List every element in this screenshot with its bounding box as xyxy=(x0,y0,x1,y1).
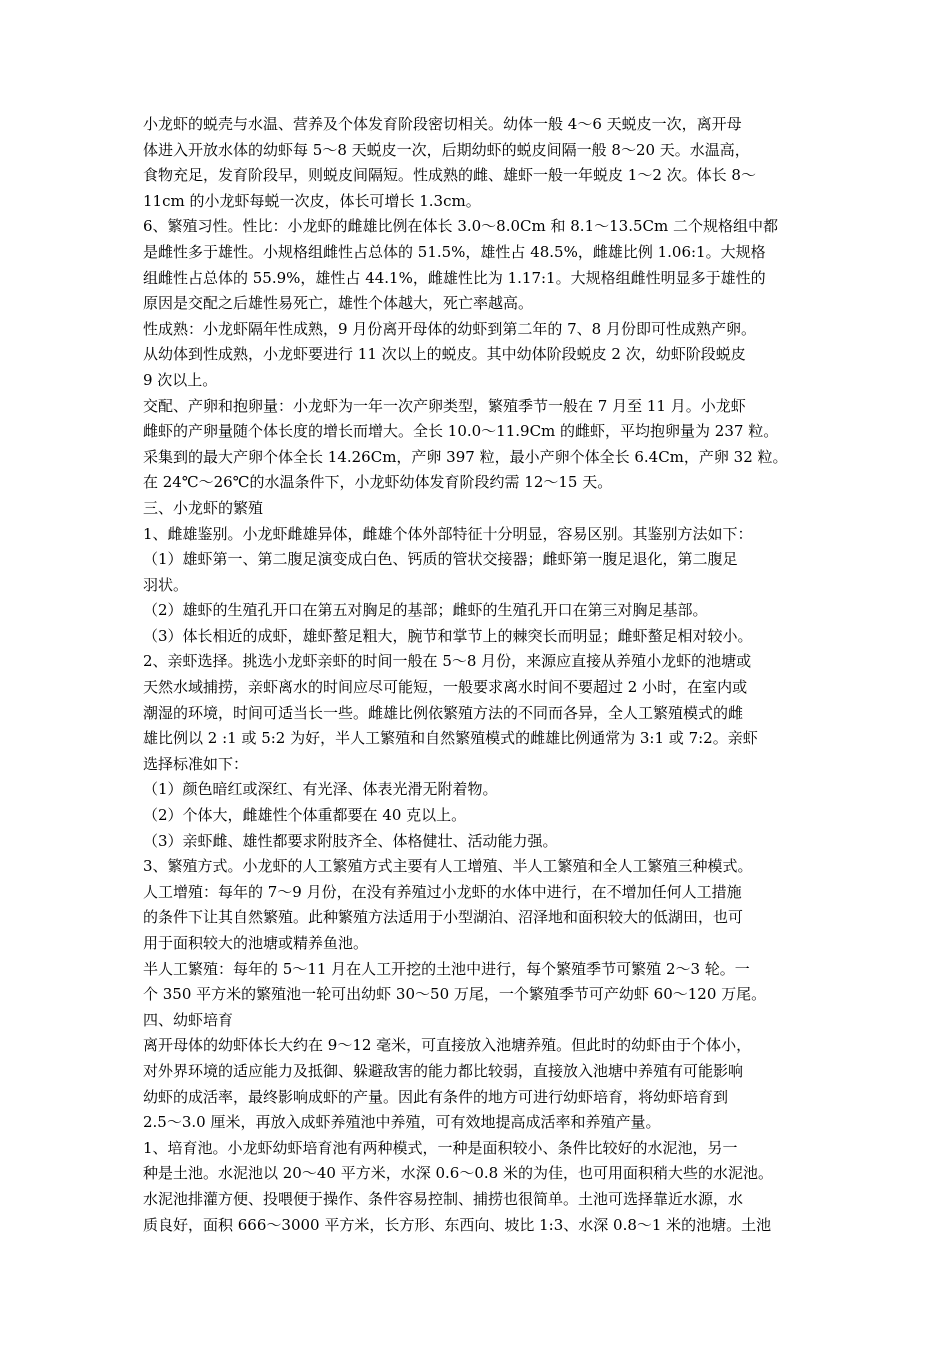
text-line: 在 24℃～26℃的水温条件下，小龙虾幼体发育阶段约需 12～15 天。 xyxy=(143,473,613,492)
text-line: 6、繁殖习性。性比：小龙虾的雌雄比例在体长 3.0～8.0Cm 和 8.1～13.5Cm 二个规格组中都 xyxy=(143,217,778,236)
text-line: 潮湿的环境，时间可适当长一些。雌雄比例依繁殖方法的不同而各异，全人工繁殖模式的雌 xyxy=(143,703,744,722)
text-line: 用于面积较大的池塘或精养鱼池。 xyxy=(143,934,369,952)
text-line: 2、亲虾选择。挑选小龙虾亲虾的时间一般在 5～8 月份，来源应直接从养殖小龙虾的池塘或 xyxy=(143,652,752,671)
text-line: 的条件下让其自然繁殖。此种繁殖方法适用于小型湖泊、沼泽地和面积较大的低湖田，也可 xyxy=(143,908,744,927)
text-line: 1、培育池。小龙虾幼虾培育池有两种模式，一种是面积较小、条件比较好的水泥池，另一 xyxy=(143,1138,738,1157)
text-line: 天然水域捕捞，亲虾离水的时间应尽可能短，一般要求离水时间不要超过 2 小时，在室内或 xyxy=(143,678,748,697)
text-line: 性成熟：小龙虾隔年性成熟，9 月份离开母体的幼虾到第二年的 7、8 月份即可性成熟产卵。 xyxy=(143,319,756,338)
text-line: （1）雄虾第一、第二腹足演变成白色、钙质的管状交接器；雌虾第一腹足退化，第二腹足 xyxy=(143,550,738,569)
text-line: 交配、产卵和抱卵量：小龙虾为一年一次产卵类型，繁殖季节一般在 7 月至 11 月。小龙虾 xyxy=(143,396,746,415)
text-line: （2）雄虾的生殖孔开口在第五对胸足的基部；雌虾的生殖孔开口在第三对胸足基部。 xyxy=(143,601,708,620)
text-line: 1、雌雄鉴别。小龙虾雌雄异体，雌雄个体外部特征十分明显，容易区别。其鉴别方法如下： xyxy=(143,524,753,543)
text-line: 雌虾的产卵量随个体长度的增长而增大。全长 10.0～11.9Cm 的雌虾，平均抱卵量为 237 粒。 xyxy=(143,422,779,441)
text-line: 11cm 的小龙虾每蜕一次皮，体长可增长 1.3cm。 xyxy=(143,191,481,210)
text-line: 3、繁殖方式。小龙虾的人工繁殖方式主要有人工增殖、半人工繁殖和全人工繁殖三种模式。 xyxy=(143,857,753,876)
text-line: 种是土池。水泥池以 20～40 平方米，水深 0.6～0.8 米的为佳，也可用面积稍大些的水泥池。 xyxy=(143,1164,773,1183)
text-line: 小龙虾的蜕壳与水温、营养及个体发育阶段密切相关。幼体一般 4～6 天蜕皮一次，离开母 xyxy=(143,115,742,133)
text-line: 雄比例以 2 :1 或 5:2 为好，半人工繁殖和自然繁殖模式的雌雄比例通常为 3:1 或 7:2。亲虾 xyxy=(143,729,758,748)
text-line: 四、幼虾培育 xyxy=(143,1010,234,1029)
text-line: 水泥池排灌方便、投喂便于操作、条件容易控制、捕捞也很简单。土池可选择靠近水源，水 xyxy=(143,1189,744,1208)
text-line: 原因是交配之后雄性易死亡，雄性个体越大，死亡率越高。 xyxy=(143,294,534,313)
text-line: 食物充足，发育阶段早，则蜕皮间隔短。性成熟的雌、雄虾一般一年蜕皮 1～2 次。体长 8～ xyxy=(143,166,756,185)
text-line: 个 350 平方米的繁殖池一轮可出幼虾 30～50 万尾，一个繁殖季节可产幼虾 60～120 万尾。 xyxy=(143,985,767,1004)
text-line: 质良好，面积 666～3000 平方米，长方形、东西向、坡比 1:3、水深 0.8～1 米的池塘。土池 xyxy=(143,1215,772,1234)
text-line: 离开母体的幼虾体长大约在 9～12 毫米，可直接放入池塘养殖。但此时的幼虾由于个体小， xyxy=(143,1036,752,1055)
text-line: 采集到的最大产卵个体全长 14.26Cm，产卵 397 粒，最小产卵个体全长 6.4Cm，产卵 32 粒。 xyxy=(143,447,788,466)
text-line: 幼虾的成活率，最终影响成虾的产量。因此有条件的地方可进行幼虾培育，将幼虾培育到 xyxy=(143,1087,729,1106)
text-line: 对外界环境的适应能力及抵御、躲避敌害的能力都比较弱，直接放入池塘中养殖有可能影响 xyxy=(143,1061,744,1080)
text-line: 半人工繁殖：每年的 5～11 月在人工开挖的土池中进行，每个繁殖季节可繁殖 2～3 轮。一 xyxy=(143,959,750,978)
text-line: 三、小龙虾的繁殖 xyxy=(143,498,264,517)
text-line: 体进入开放水体的幼虾每 5～8 天蜕皮一次，后期幼虾的蜕皮间隔一般 8～20 天。水温高， xyxy=(143,140,750,159)
text-line: 从幼体到性成熟，小龙虾要进行 11 次以上的蜕皮。其中幼体阶段蜕皮 2 次，幼虾阶段蜕皮 xyxy=(143,345,746,364)
text-line: 是雌性多于雄性。小规格组雌性占总体的 51.5%，雄性占 48.5%，雌雄比例 1.06:1。大规格 xyxy=(143,242,766,261)
text-line: 选择标准如下： xyxy=(143,754,249,773)
text-line: 人工增殖：每年的 7～9 月份，在没有养殖过小龙虾的水体中进行，在不增加任何人工措施 xyxy=(143,882,742,901)
text-line: （2）个体大，雌雄性个体重都要在 40 克以上。 xyxy=(143,806,467,825)
document-page xyxy=(143,112,813,1238)
text-line: 2.5～3.0 厘米，再放入成虾养殖池中养殖，可有效地提高成活率和养殖产量。 xyxy=(143,1113,661,1132)
text-line: 羽状。 xyxy=(143,575,189,594)
text-line: （3）亲虾雌、雄性都要求附肢齐全、体格健壮、活动能力强。 xyxy=(143,831,558,850)
text-line: （1）颜色暗红或深红、有光泽、体表光滑无附着物。 xyxy=(143,780,498,799)
text-line: 组雌性占总体的 55.9%，雄性占 44.1%，雌雄性比为 1.17:1。大规格组雌性明显多于雄性的 xyxy=(143,268,766,287)
text-line: （3）体长相近的成虾，雄虾螯足粗大，腕节和掌节上的棘突长而明显；雌虾螯足相对较小。 xyxy=(143,626,753,645)
text-line: 9 次以上。 xyxy=(143,370,218,389)
